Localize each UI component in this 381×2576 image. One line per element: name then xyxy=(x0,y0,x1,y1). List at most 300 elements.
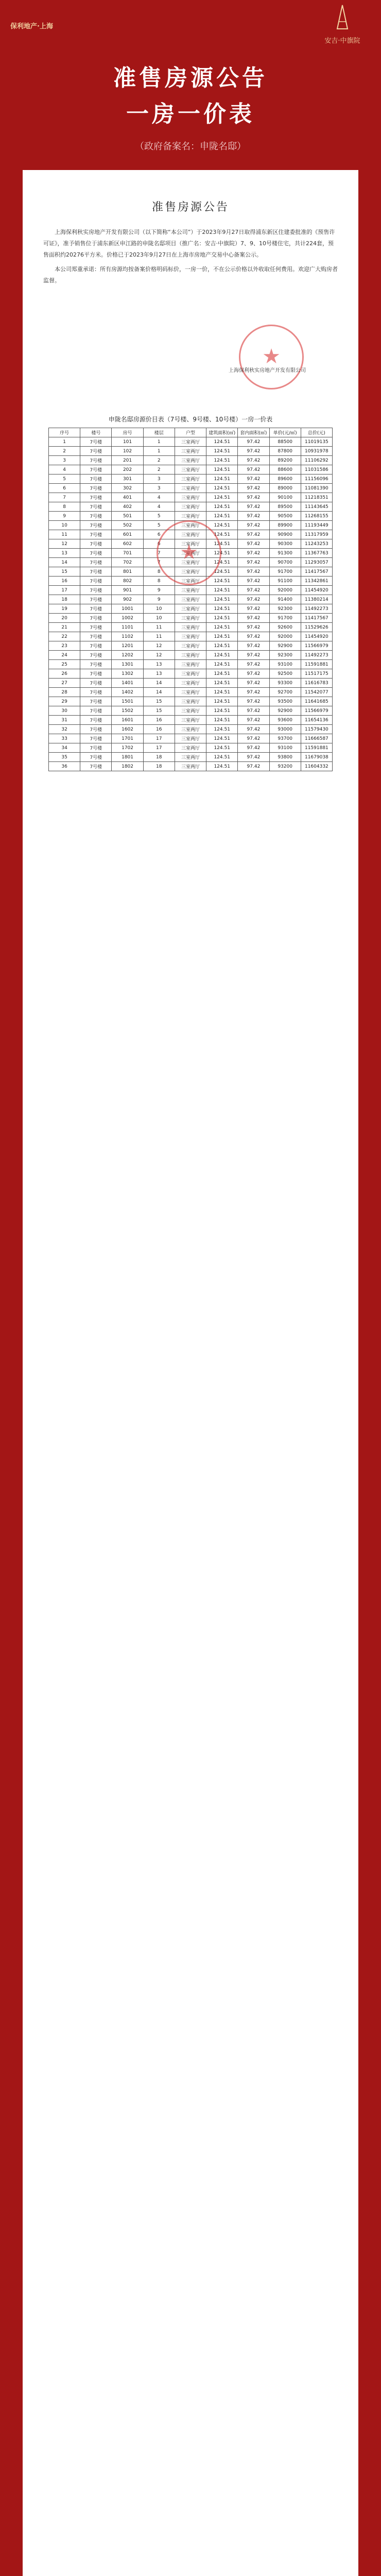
table-cell: 124.51 xyxy=(206,697,238,706)
table-cell: 11031586 xyxy=(301,465,332,474)
table-cell: 93700 xyxy=(269,734,301,743)
table-cell: 124.51 xyxy=(206,558,238,567)
table-row xyxy=(49,660,333,669)
table-cell: 501 xyxy=(112,512,143,521)
table-row xyxy=(49,465,333,474)
hero-title-line2: 一房一价表 xyxy=(126,101,255,127)
table-cell: 7号楼 xyxy=(80,669,112,679)
table-cell: 三室两厅 xyxy=(175,474,206,484)
table-cell: 1 xyxy=(49,437,80,447)
table-cell: 11218351 xyxy=(301,493,332,502)
table-cell: 97.42 xyxy=(238,716,269,725)
table-cell: 802 xyxy=(112,577,143,586)
table-cell: 5 xyxy=(49,474,80,484)
table-cell: 93000 xyxy=(269,725,301,734)
table-cell: 97.42 xyxy=(238,725,269,734)
table-row xyxy=(49,706,333,716)
table-cell: 302 xyxy=(112,484,143,493)
table-cell: 89000 xyxy=(269,484,301,493)
table-cell: 124.51 xyxy=(206,474,238,484)
table-cell: 97.42 xyxy=(238,623,269,632)
table-cell: 1502 xyxy=(112,706,143,716)
table-cell: 92000 xyxy=(269,586,301,595)
table-cell: 124.51 xyxy=(206,623,238,632)
table-cell: 7号楼 xyxy=(80,753,112,762)
table-cell: 97.42 xyxy=(238,669,269,679)
table-cell: 24 xyxy=(49,651,80,660)
table-cell: 92900 xyxy=(269,706,301,716)
table-cell: 三室两厅 xyxy=(175,484,206,493)
price-table xyxy=(48,428,333,771)
table-row xyxy=(49,651,333,660)
table-cell: 13 xyxy=(143,669,175,679)
table-cell: 1501 xyxy=(112,697,143,706)
table-cell: 97.42 xyxy=(238,437,269,447)
table-row xyxy=(49,595,333,604)
table-cell: 124.51 xyxy=(206,447,238,456)
table-cell: 91700 xyxy=(269,567,301,577)
table-cell: 8 xyxy=(49,502,80,512)
table-cell: 601 xyxy=(112,530,143,539)
table-cell: 7号楼 xyxy=(80,595,112,604)
table-cell: 701 xyxy=(112,549,143,558)
table-cell: 97.42 xyxy=(238,456,269,465)
table-cell: 1 xyxy=(143,437,175,447)
table-cell: 97.42 xyxy=(238,512,269,521)
table-cell: 1402 xyxy=(112,688,143,697)
table-cell: 11 xyxy=(49,530,80,539)
table-cell: 三室两厅 xyxy=(175,614,206,623)
table-cell: 124.51 xyxy=(206,484,238,493)
table-cell: 124.51 xyxy=(206,521,238,530)
table-cell: 11654136 xyxy=(301,716,332,725)
table-cell: 97.42 xyxy=(238,651,269,660)
table-cell: 11106292 xyxy=(301,456,332,465)
table-cell: 11143645 xyxy=(301,502,332,512)
table-cell: 7 xyxy=(143,549,175,558)
table-cell: 20 xyxy=(49,614,80,623)
table-cell: 7号楼 xyxy=(80,614,112,623)
table-cell: 1001 xyxy=(112,604,143,614)
table-cell: 124.51 xyxy=(206,651,238,660)
table-cell: 11591881 xyxy=(301,660,332,669)
table-cell: 93300 xyxy=(269,679,301,688)
col-header: 单价(元/㎡) xyxy=(269,428,301,437)
table-cell: 27 xyxy=(49,679,80,688)
table-cell: 401 xyxy=(112,493,143,502)
table-cell: 16 xyxy=(49,577,80,586)
table-cell: 7号楼 xyxy=(80,549,112,558)
table-cell: 93500 xyxy=(269,697,301,706)
table-cell: 三室两厅 xyxy=(175,706,206,716)
table-cell: 1401 xyxy=(112,679,143,688)
table-cell: 97.42 xyxy=(238,688,269,697)
col-header: 建筑面积(㎡) xyxy=(206,428,238,437)
hero-title-line1: 准售房源公告 xyxy=(113,65,268,91)
table-cell: 31 xyxy=(49,716,80,725)
tower-icon xyxy=(332,4,353,30)
brand-block xyxy=(314,4,371,45)
table-caption: 申陇名邸房源价目表（7号楼、9号楼、10号楼）一房一价表 xyxy=(108,416,273,423)
table-row xyxy=(49,456,333,465)
table-row xyxy=(49,502,333,512)
table-cell: 124.51 xyxy=(206,614,238,623)
table-cell: 7号楼 xyxy=(80,660,112,669)
table-cell: 3 xyxy=(49,456,80,465)
table-cell: 11517175 xyxy=(301,669,332,679)
col-header: 户型 xyxy=(175,428,206,437)
table-cell: 三室两厅 xyxy=(175,743,206,753)
table-cell: 124.51 xyxy=(206,437,238,447)
table-row xyxy=(49,437,333,447)
table-cell: 402 xyxy=(112,502,143,512)
table-cell: 三室两厅 xyxy=(175,623,206,632)
table-cell: 30 xyxy=(49,706,80,716)
table-cell: 5 xyxy=(143,521,175,530)
table-cell: 18 xyxy=(143,753,175,762)
table-cell: 11604332 xyxy=(301,762,332,771)
table-cell: 1301 xyxy=(112,660,143,669)
table-cell: 7号楼 xyxy=(80,577,112,586)
table-cell: 97.42 xyxy=(238,706,269,716)
table-row xyxy=(49,743,333,753)
table-cell: 23 xyxy=(49,641,80,651)
table-cell: 124.51 xyxy=(206,549,238,558)
table-cell: 7号楼 xyxy=(80,437,112,447)
table-cell: 702 xyxy=(112,558,143,567)
notice-paragraph-1: 上海保利秋实房地产开发有限公司（以下简称“本公司”）于2023年9月27日取得浦东新区住建委批准的《预售许可证》，准予销售位于浦东新区申江路的申陇名邸项目（推广名：安吉·中旗院）7、9、10号楼住宅，共计224套，预售面积约20276平方米。价格已于2023年9月27日在上海市房地产交易中心备案公示。 xyxy=(43,229,335,258)
col-header: 套内面积(㎡) xyxy=(238,428,269,437)
table-cell: 三室两厅 xyxy=(175,465,206,474)
table-cell: 97.42 xyxy=(238,558,269,567)
table-cell: 124.51 xyxy=(206,679,238,688)
table-row xyxy=(49,669,333,679)
table-cell: 17 xyxy=(143,743,175,753)
table-cell: 124.51 xyxy=(206,641,238,651)
table-cell: 602 xyxy=(112,539,143,549)
table-cell: 88600 xyxy=(269,465,301,474)
table-cell: 7号楼 xyxy=(80,512,112,521)
table-cell: 14 xyxy=(143,688,175,697)
table-cell: 11268155 xyxy=(301,512,332,521)
table-cell: 97.42 xyxy=(238,604,269,614)
table-cell: 22 xyxy=(49,632,80,641)
table-cell: 97.42 xyxy=(238,734,269,743)
table-cell: 36 xyxy=(49,762,80,771)
table-cell: 1101 xyxy=(112,623,143,632)
table-cell: 124.51 xyxy=(206,660,238,669)
table-cell: 三室两厅 xyxy=(175,651,206,660)
table-cell: 11380214 xyxy=(301,595,332,604)
table-cell: 93600 xyxy=(269,716,301,725)
table-cell: 92700 xyxy=(269,688,301,697)
table-cell: 15 xyxy=(143,697,175,706)
table-cell: 97.42 xyxy=(238,614,269,623)
table-cell: 三室两厅 xyxy=(175,447,206,456)
table-cell: 202 xyxy=(112,465,143,474)
table-cell: 17 xyxy=(143,734,175,743)
table-cell: 92300 xyxy=(269,651,301,660)
table-cell: 三室两厅 xyxy=(175,725,206,734)
table-row xyxy=(49,512,333,521)
table-cell: 9 xyxy=(143,586,175,595)
table-cell: 97.42 xyxy=(238,660,269,669)
table-row xyxy=(49,474,333,484)
table-cell: 三室两厅 xyxy=(175,512,206,521)
table-cell: 90100 xyxy=(269,493,301,502)
table-cell: 97.42 xyxy=(238,521,269,530)
table-cell: 三室两厅 xyxy=(175,456,206,465)
table-cell: 7号楼 xyxy=(80,521,112,530)
table-cell: 124.51 xyxy=(206,539,238,549)
table-cell: 124.51 xyxy=(206,502,238,512)
table-cell: 124.51 xyxy=(206,743,238,753)
table-cell: 7号楼 xyxy=(80,734,112,743)
table-cell: 7号楼 xyxy=(80,456,112,465)
table-cell: 11641685 xyxy=(301,697,332,706)
table-cell: 97.42 xyxy=(238,595,269,604)
table-cell: 11492273 xyxy=(301,651,332,660)
table-cell: 7号楼 xyxy=(80,474,112,484)
table-cell: 124.51 xyxy=(206,512,238,521)
table-cell: 902 xyxy=(112,595,143,604)
table-cell: 三室两厅 xyxy=(175,521,206,530)
table-cell: 11 xyxy=(143,623,175,632)
table-cell: 7号楼 xyxy=(80,539,112,549)
table-cell: 18 xyxy=(143,762,175,771)
table-cell: 87800 xyxy=(269,447,301,456)
table-cell: 三室两厅 xyxy=(175,734,206,743)
table-cell: 12 xyxy=(143,651,175,660)
table-cell: 29 xyxy=(49,697,80,706)
table-cell: 三室两厅 xyxy=(175,437,206,447)
table-cell: 8 xyxy=(143,567,175,577)
table-cell: 90300 xyxy=(269,539,301,549)
table-cell: 92600 xyxy=(269,623,301,632)
table-cell: 7号楼 xyxy=(80,502,112,512)
table-cell: 124.51 xyxy=(206,595,238,604)
table-cell: 11579430 xyxy=(301,725,332,734)
table-cell: 13 xyxy=(143,660,175,669)
table-cell: 1702 xyxy=(112,743,143,753)
table-cell: 91300 xyxy=(269,549,301,558)
table-row xyxy=(49,734,333,743)
table-cell: 7号楼 xyxy=(80,641,112,651)
col-header: 楼号 xyxy=(80,428,112,437)
table-cell: 16 xyxy=(143,725,175,734)
table-row xyxy=(49,716,333,725)
table-cell: 92500 xyxy=(269,669,301,679)
table-cell: 6 xyxy=(143,530,175,539)
table-cell: 三室两厅 xyxy=(175,753,206,762)
table-cell: 97.42 xyxy=(238,484,269,493)
col-header: 房号 xyxy=(112,428,143,437)
table-cell: 三室两厅 xyxy=(175,586,206,595)
table-cell: 1002 xyxy=(112,614,143,623)
table-cell: 21 xyxy=(49,623,80,632)
table-cell: 124.51 xyxy=(206,734,238,743)
brand-name: 安吉·中旗院 xyxy=(324,37,360,45)
logo-text: 保利地产·上海 xyxy=(10,23,53,30)
table-cell: 16 xyxy=(143,716,175,725)
table-cell: 97.42 xyxy=(238,743,269,753)
table-cell: 1601 xyxy=(112,716,143,725)
table-cell: 97.42 xyxy=(238,447,269,456)
table-cell: 三室两厅 xyxy=(175,660,206,669)
table-cell: 11679038 xyxy=(301,753,332,762)
table-cell: 三室两厅 xyxy=(175,577,206,586)
table-cell: 124.51 xyxy=(206,706,238,716)
table-cell: 11454920 xyxy=(301,632,332,641)
table-cell: 7号楼 xyxy=(80,484,112,493)
table-cell: 89500 xyxy=(269,502,301,512)
table-cell: 97.42 xyxy=(238,586,269,595)
table-cell: 三室两厅 xyxy=(175,697,206,706)
table-cell: 7号楼 xyxy=(80,586,112,595)
table-cell: 7号楼 xyxy=(80,604,112,614)
table-cell: 11454920 xyxy=(301,586,332,595)
table-cell: 三室两厅 xyxy=(175,716,206,725)
table-cell: 91700 xyxy=(269,614,301,623)
table-cell: 10931978 xyxy=(301,447,332,456)
table-cell: 三室两厅 xyxy=(175,604,206,614)
table-cell: 97.42 xyxy=(238,493,269,502)
table-cell: 124.51 xyxy=(206,725,238,734)
table-cell: 8 xyxy=(143,577,175,586)
table-cell: 11156096 xyxy=(301,474,332,484)
col-header: 总价(元) xyxy=(301,428,332,437)
table-cell: 三室两厅 xyxy=(175,567,206,577)
table-cell: 97.42 xyxy=(238,502,269,512)
table-cell: 11542077 xyxy=(301,688,332,697)
table-cell: 三室两厅 xyxy=(175,669,206,679)
table-cell: 90900 xyxy=(269,530,301,539)
table-cell: 7号楼 xyxy=(80,716,112,725)
table-cell: 11367763 xyxy=(301,549,332,558)
table-cell: 11666587 xyxy=(301,734,332,743)
table-row xyxy=(49,688,333,697)
table-cell: 1701 xyxy=(112,734,143,743)
table-cell: 17 xyxy=(49,586,80,595)
table-cell: 三室两厅 xyxy=(175,549,206,558)
table-cell: 1202 xyxy=(112,651,143,660)
table-cell: 28 xyxy=(49,688,80,697)
table-cell: 93200 xyxy=(269,762,301,771)
table-cell: 7号楼 xyxy=(80,706,112,716)
table-cell: 97.42 xyxy=(238,474,269,484)
table-cell: 124.51 xyxy=(206,567,238,577)
table-cell: 15 xyxy=(143,706,175,716)
notice-title: 准售房源公告 xyxy=(151,201,229,214)
col-header: 序号 xyxy=(49,428,80,437)
table-row xyxy=(49,632,333,641)
table-cell: 7号楼 xyxy=(80,743,112,753)
table-cell: 124.51 xyxy=(206,762,238,771)
table-row xyxy=(49,614,333,623)
table-row xyxy=(49,493,333,502)
table-cell: 19 xyxy=(49,604,80,614)
table-cell: 34 xyxy=(49,743,80,753)
table-row xyxy=(49,586,333,595)
table-cell: 18 xyxy=(49,595,80,604)
table-cell: 97.42 xyxy=(238,530,269,539)
table-cell: 90700 xyxy=(269,558,301,567)
table-cell: 三室两厅 xyxy=(175,539,206,549)
table-cell: 1801 xyxy=(112,753,143,762)
table-cell: 124.51 xyxy=(206,632,238,641)
table-row xyxy=(49,725,333,734)
notice-paragraph-2: 本公司郑重承诺：所有房源均按备案价格明码标价，一房一价，不在公示价格以外收取任何费用。欢迎广大购房者监督。 xyxy=(43,266,338,284)
table-cell: 7号楼 xyxy=(80,493,112,502)
table-cell: 11591881 xyxy=(301,743,332,753)
table-cell: 14 xyxy=(49,558,80,567)
table-cell: 97.42 xyxy=(238,567,269,577)
table-cell: 7号楼 xyxy=(80,567,112,577)
table-cell: 三室两厅 xyxy=(175,595,206,604)
hero-subtitle: （政府备案名：申陇名邸） xyxy=(135,141,246,152)
table-cell: 4 xyxy=(143,502,175,512)
table-cell: 801 xyxy=(112,567,143,577)
table-seal xyxy=(157,520,221,585)
table-cell: 124.51 xyxy=(206,586,238,595)
table-cell: 12 xyxy=(49,539,80,549)
table-cell: 11417567 xyxy=(301,614,332,623)
table-cell: 11492273 xyxy=(301,604,332,614)
table-cell: 11417567 xyxy=(301,567,332,577)
table-cell: 11193449 xyxy=(301,521,332,530)
table-cell: 1102 xyxy=(112,632,143,641)
table-cell: 1 xyxy=(143,447,175,456)
table-cell: 89200 xyxy=(269,456,301,465)
table-cell: 三室两厅 xyxy=(175,679,206,688)
table-cell: 124.51 xyxy=(206,716,238,725)
table-row xyxy=(49,641,333,651)
table-cell: 26 xyxy=(49,669,80,679)
table-cell: 97.42 xyxy=(238,465,269,474)
table-cell: 11566979 xyxy=(301,641,332,651)
table-cell: 三室两厅 xyxy=(175,493,206,502)
table-cell: 301 xyxy=(112,474,143,484)
table-cell: 11342861 xyxy=(301,577,332,586)
table-cell: 7号楼 xyxy=(80,725,112,734)
table-cell: 124.51 xyxy=(206,604,238,614)
table-cell: 124.51 xyxy=(206,688,238,697)
table-cell: 10 xyxy=(143,614,175,623)
table-cell: 7号楼 xyxy=(80,447,112,456)
table-cell: 三室两厅 xyxy=(175,688,206,697)
table-cell: 93100 xyxy=(269,743,301,753)
table-cell: 1602 xyxy=(112,725,143,734)
table-cell: 12 xyxy=(143,641,175,651)
table-cell: 11529626 xyxy=(301,623,332,632)
table-cell: 124.51 xyxy=(206,669,238,679)
table-cell: 97.42 xyxy=(238,539,269,549)
table-cell: 5 xyxy=(143,512,175,521)
notice-body xyxy=(43,227,338,286)
table-cell: 91400 xyxy=(269,595,301,604)
table-cell: 9 xyxy=(143,595,175,604)
table-cell: 三室两厅 xyxy=(175,530,206,539)
table-cell: 11566979 xyxy=(301,706,332,716)
table-cell: 14 xyxy=(143,679,175,688)
table-cell: 6 xyxy=(143,539,175,549)
table-row xyxy=(49,679,333,688)
table-cell: 33 xyxy=(49,734,80,743)
table-cell: 32 xyxy=(49,725,80,734)
table-cell: 124.51 xyxy=(206,493,238,502)
table-row xyxy=(49,697,333,706)
table-cell: 89900 xyxy=(269,521,301,530)
